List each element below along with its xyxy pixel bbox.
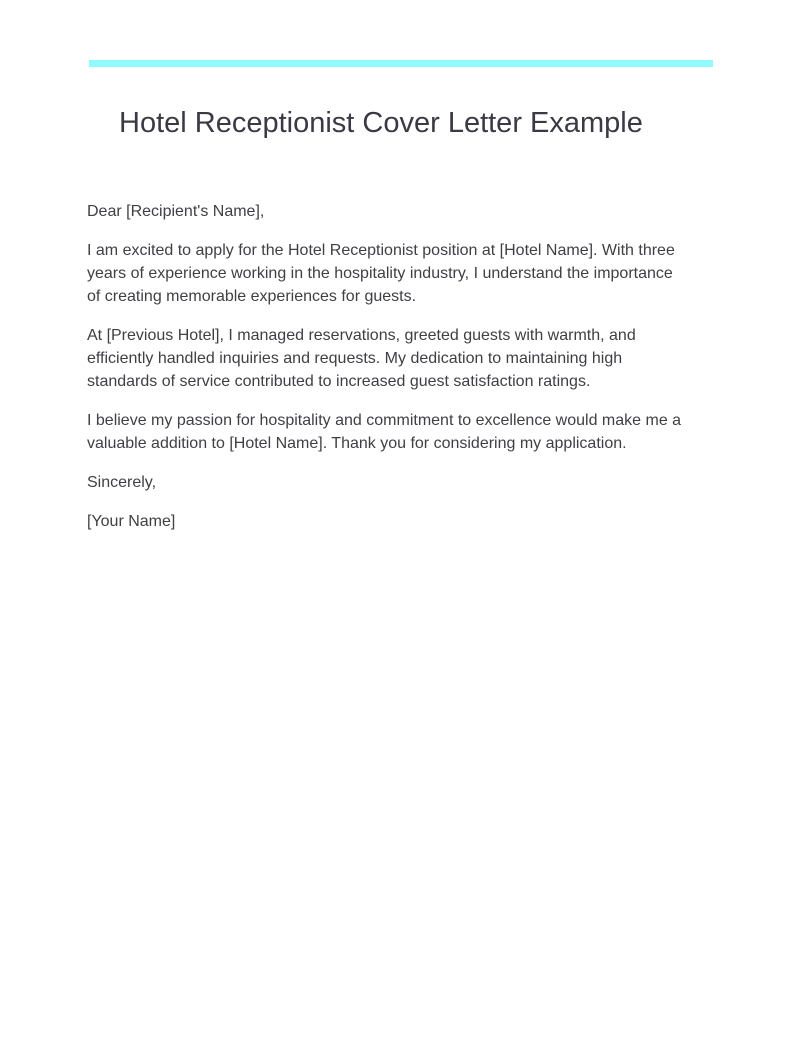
- page-title: Hotel Receptionist Cover Letter Example: [119, 107, 643, 139]
- letter-body: [87, 200, 687, 549]
- letter-paragraph: I believe my passion for hospitality and commitment to excellence would make me a valuable addition to [Hotel Name]. Thank you for considering my application.: [87, 412, 682, 452]
- header-accent-bar: [89, 60, 713, 67]
- letter-paragraph: I am excited to apply for the Hotel Receptionist position at [Hotel Name]. With three years of experience working in the hospitality industry, I understand the importance of creating memorable experiences for guests.: [87, 242, 675, 305]
- letter-signature: [Your Name]: [87, 513, 176, 530]
- letter-paragraph: At [Previous Hotel], I managed reservations, greeted guests with warmth, and efficiently handled inquiries and requests. My dedication to maintaining high standards of service contributed to increased guest satisfaction ratings.: [87, 327, 636, 390]
- letter-closing: Sincerely,: [87, 474, 157, 491]
- letter-salutation: Dear [Recipient's Name],: [87, 203, 265, 220]
